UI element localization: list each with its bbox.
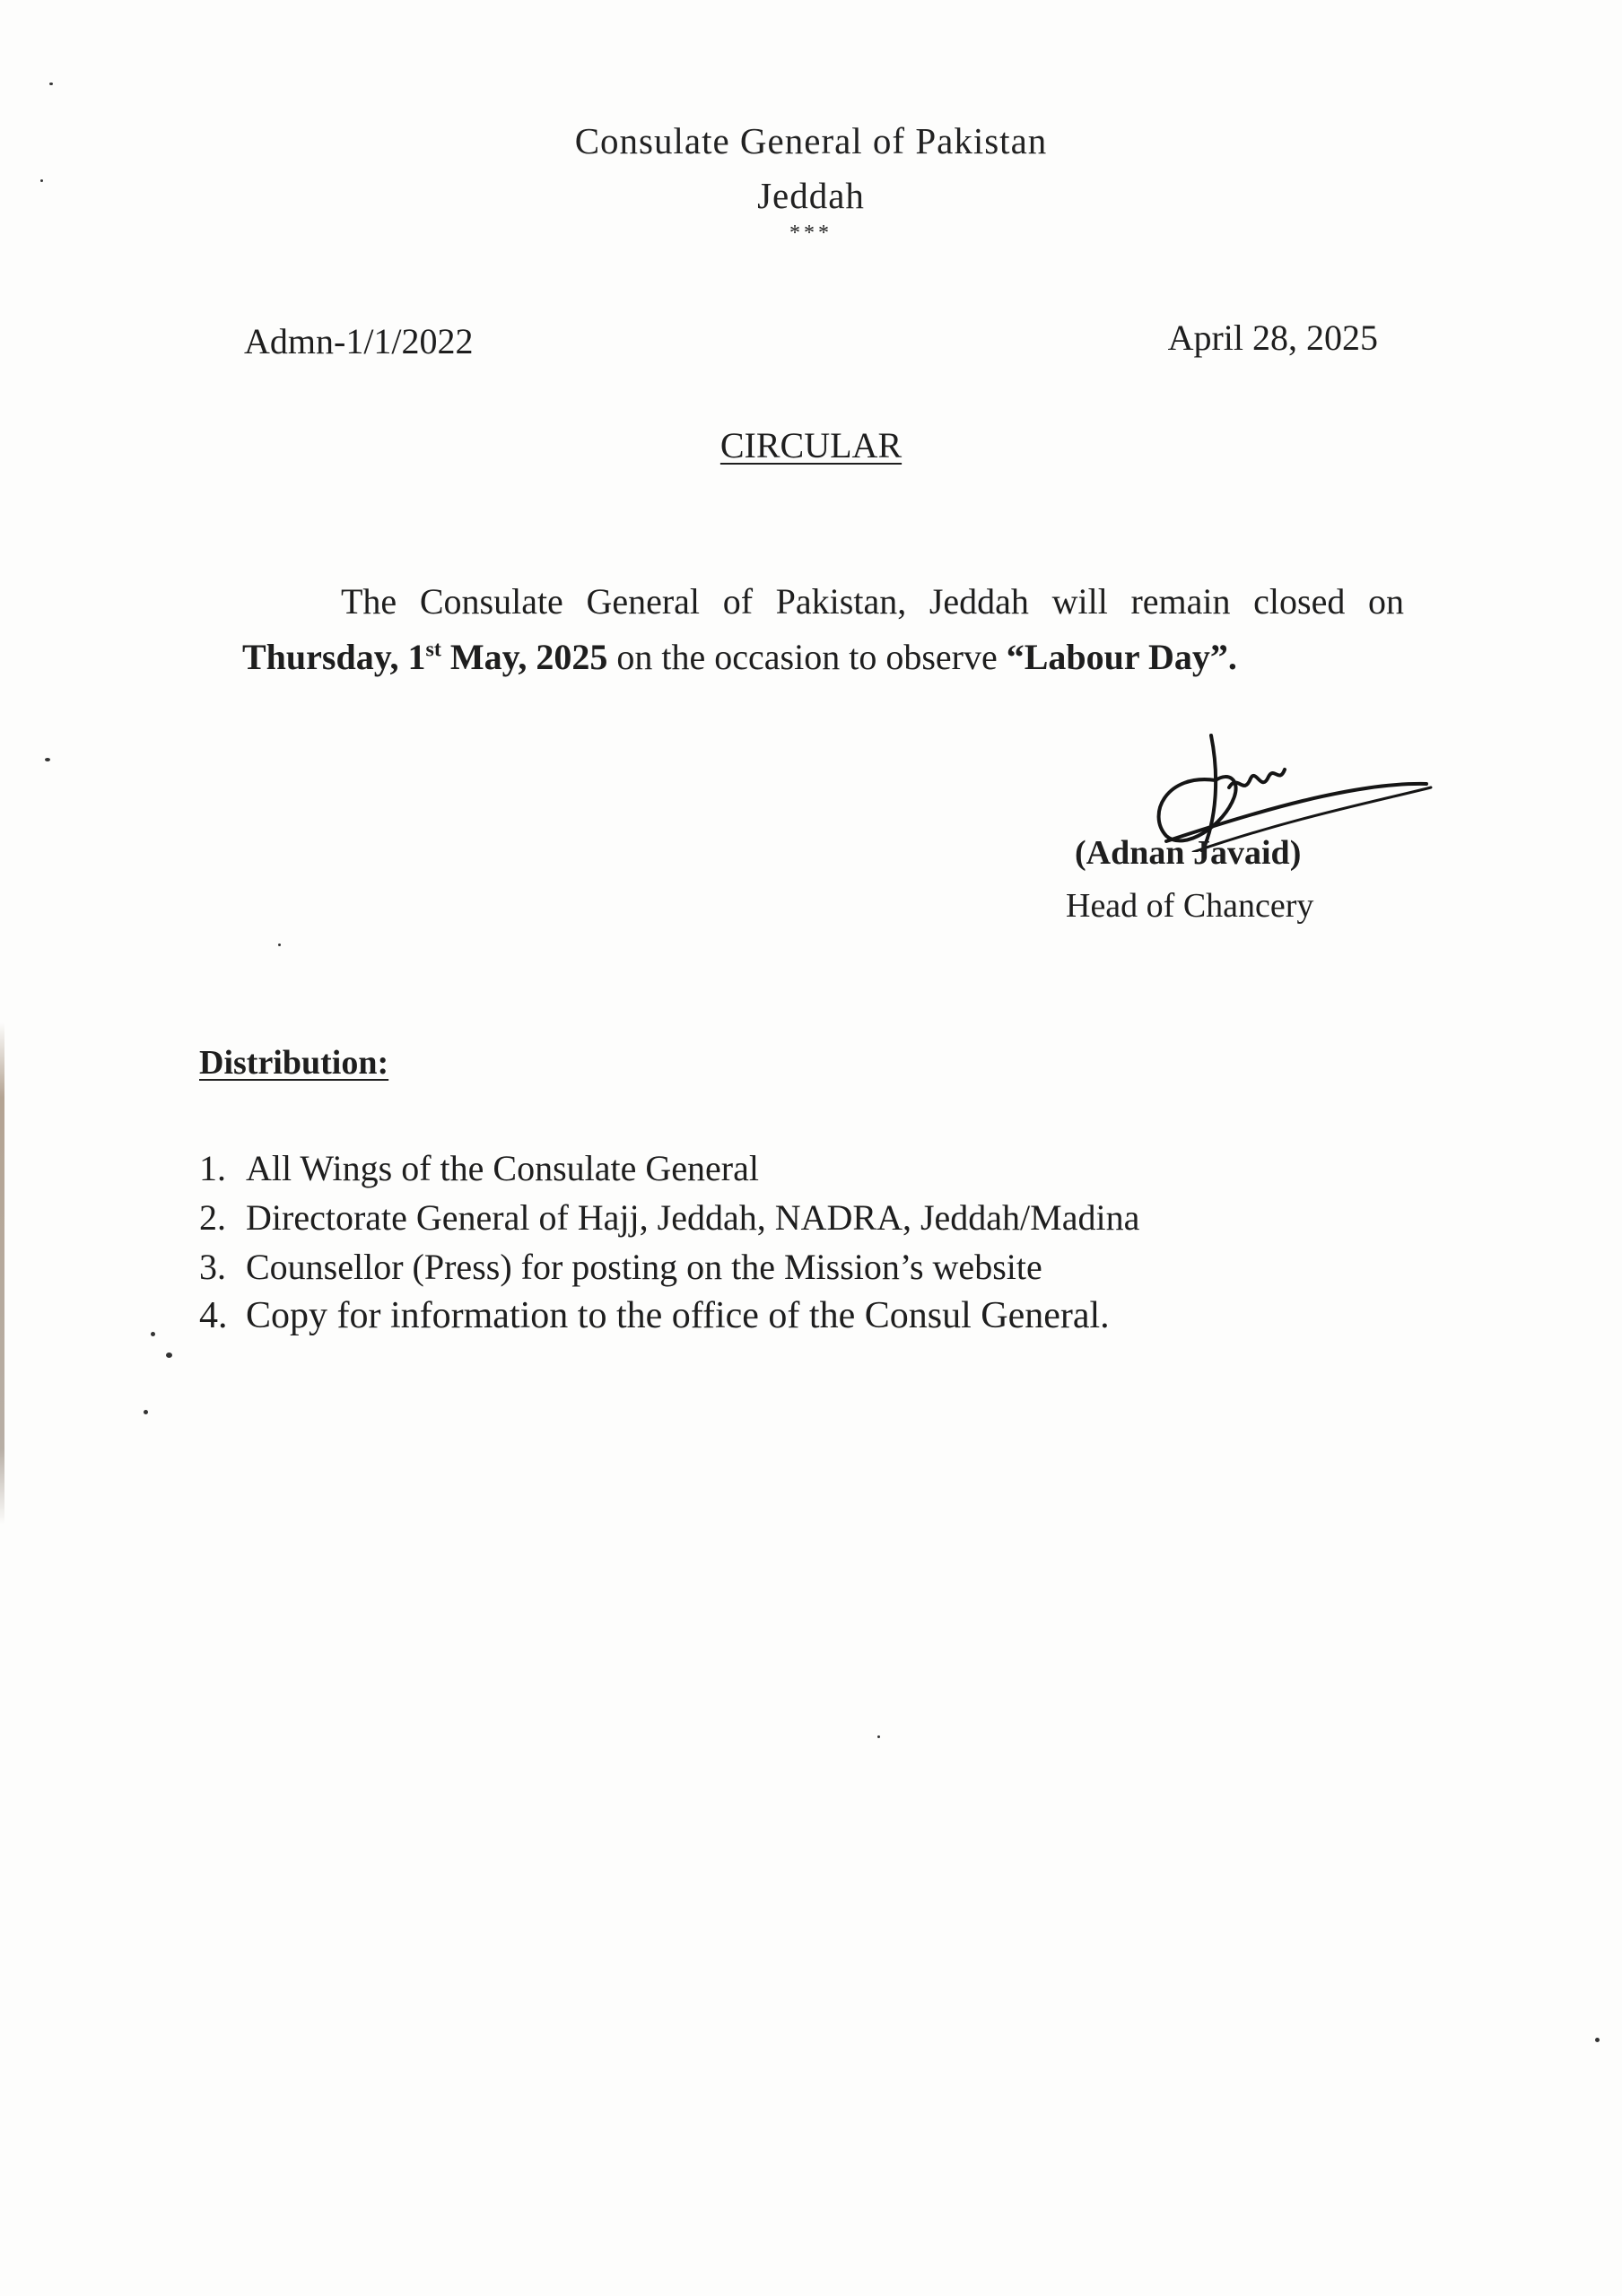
closure-day-suffix: st [425, 638, 441, 662]
occasion-name: “Labour Day”. [1006, 637, 1237, 677]
scan-speck [278, 944, 281, 946]
signatory-title: Head of Chancery [1066, 887, 1314, 925]
scan-speck [144, 1410, 148, 1414]
body-intro: The Consulate General of Pakistan, Jeddah will remain closed on [341, 581, 1404, 622]
item-number: 3. [199, 1247, 226, 1287]
document-title: CIRCULAR [719, 425, 903, 465]
item-text: Copy for information to the office of the Consul General. [246, 1295, 1110, 1336]
item-number: 1. [199, 1148, 226, 1188]
document-date: April 28, 2025 [1167, 317, 1378, 358]
closure-day-text: Thursday, 1 [242, 637, 426, 677]
scan-speck [40, 179, 43, 182]
item-text: Directorate General of Hajj, Jeddah, NADRA, Jeddah/Madina [246, 1197, 1140, 1238]
distribution-item [199, 1144, 1139, 1193]
item-text: All Wings of the Consulate General [246, 1148, 759, 1188]
distribution-item [199, 1193, 1139, 1242]
organization-city: Jeddah [757, 175, 865, 216]
closure-day [242, 637, 607, 677]
scan-edge-shadow [0, 1022, 4, 1525]
distribution-list [199, 1144, 1139, 1341]
scan-speck [1595, 2038, 1600, 2042]
handwritten-signature [1059, 718, 1453, 852]
scan-speck [45, 758, 50, 761]
header-separator: *** [789, 222, 833, 245]
scan-speck [166, 1352, 172, 1358]
distribution-heading: Distribution: [199, 1044, 389, 1082]
item-number: 4. [199, 1295, 228, 1336]
circular-body [242, 574, 1404, 685]
reference-number: Admn-1/1/2022 [244, 321, 474, 361]
scan-speck [151, 1332, 155, 1336]
distribution-item [199, 1242, 1139, 1292]
closure-date: May, 2025 [449, 637, 608, 677]
distribution-item [199, 1292, 1139, 1341]
scan-speck [49, 83, 53, 85]
signatory-name: (Adnan Javaid) [1075, 834, 1302, 872]
item-number: 2. [199, 1197, 226, 1238]
organization-name: Consulate General of Pakistan [574, 120, 1048, 161]
scan-speck [877, 1735, 880, 1738]
item-text: Counsellor (Press) for posting on the Mission’s website [246, 1247, 1042, 1287]
body-middle: on the occasion to observe [616, 637, 998, 677]
